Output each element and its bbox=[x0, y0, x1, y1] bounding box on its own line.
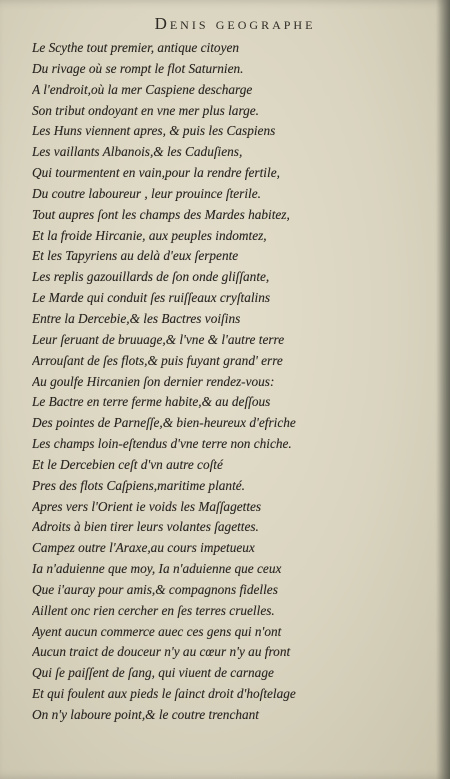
verse-line: Le Scythe tout premier, antique citoyen bbox=[32, 40, 240, 55]
verse-line: Entre la Dercebie,& les Bactres voiſins bbox=[32, 310, 241, 326]
verse-line: Campez outre l'Araxe,au cours impetueux bbox=[32, 540, 255, 556]
verse-line: A l'endroit,où la mer Caspiene descharge bbox=[32, 81, 253, 97]
verse-line: Et les Tapyriens au delà d'eux ſerpente bbox=[32, 248, 239, 264]
verse-line: Aucun traict de douceur n'y au cœur n'y au front bbox=[32, 644, 291, 660]
verse-line: Et le Dercebien ceſt d'vn autre coſté bbox=[32, 456, 223, 472]
verse-line: Du rivage où se rompt le flot Saturnien. bbox=[32, 60, 244, 76]
verse-line: Pres des flots Caſpiens,maritime planté. bbox=[32, 477, 245, 493]
verse-line: Les champs loin-eſtendus d'vne terre non chiche. bbox=[32, 436, 292, 452]
verse-line: Qui ſe paiſſent de ſang, qui viuent de carnage bbox=[32, 665, 274, 681]
verse-line: Adroits à bien tirer leurs volantes ſagettes. bbox=[32, 519, 259, 535]
verse-line: Les Huns viennent apres, & puis les Caspiens bbox=[32, 123, 276, 139]
verse-line: Qui tourmentent en vain,pour la rendre fertile, bbox=[32, 165, 280, 181]
verse-line: On n'y laboure point,& le coutre trenchant bbox=[32, 707, 260, 722]
verse-line: Ia n'aduienne que moy, Ia n'aduienne que ceux bbox=[32, 561, 282, 577]
verse-line: Tout aupres ſont les champs des Mardes habitez, bbox=[32, 206, 290, 222]
verse-line: Et la froide Hircanie, aux peuples indomtez, bbox=[32, 227, 267, 243]
verse-line: Arrouſant de ſes flots,& puis fuyant grand' erre bbox=[32, 352, 283, 368]
verse-line: Aillent onc rien cercher en ſes terres cruelles. bbox=[32, 602, 275, 618]
verse-line: Le Marde qui conduit ſes ruiſſeaux cryſtalins bbox=[32, 290, 271, 306]
verse-line: Et qui foulent aux pieds le ſainct droit d'hoſtelage bbox=[32, 686, 296, 702]
verse-line: Leur ſeruant de bruuage,& l'vne & l'autre terre bbox=[32, 331, 285, 347]
verse-line: Ayent aucun commerce auec ces gens qui n'ont bbox=[32, 623, 282, 639]
running-head: Denis geographe bbox=[154, 14, 316, 33]
verse-list bbox=[32, 38, 412, 726]
verse-line: Son tribut ondoyant en vne mer plus large. bbox=[32, 102, 260, 118]
verse-line: Les replis gazouillards de ſon onde gliſſante, bbox=[32, 269, 270, 285]
verse-line: Les vaillants Albanois,& les Caduſiens, bbox=[32, 144, 243, 160]
verse-line: Que i'auray pour amis,& compagnons fidelles bbox=[32, 581, 278, 597]
verse-line: Du coutre laboureur , leur prouince ſterile. bbox=[32, 185, 261, 201]
page-edge-shadow bbox=[436, 0, 450, 779]
verse-line: Apres vers l'Orient ie voids les Maſſagettes bbox=[32, 498, 262, 514]
verse-line: Le Bactre en terre ferme habite,& au deſſous bbox=[32, 394, 271, 410]
verse-line: Des pointes de Parneſſe,& bien-heureux d'efriche bbox=[32, 415, 296, 431]
verse-line: Au goulfe Hircanien ſon dernier rendez-vous: bbox=[32, 373, 275, 389]
